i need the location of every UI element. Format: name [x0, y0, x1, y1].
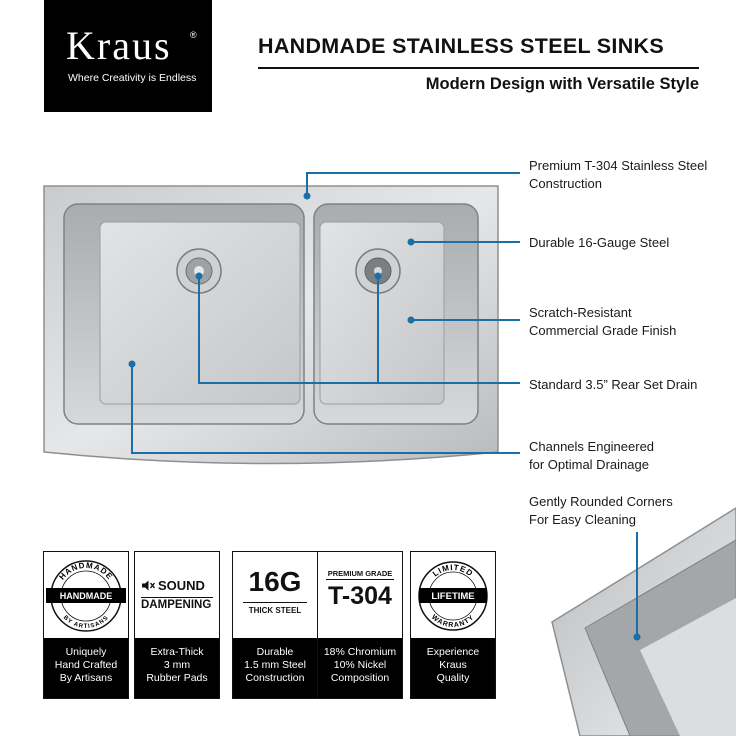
page-title: HANDMADE STAINLESS STEEL SINKS	[258, 34, 664, 58]
callout-dot	[304, 193, 311, 200]
badge-caption: Durable 1.5 mm Steel Construction	[233, 638, 317, 698]
callout-dot	[375, 273, 382, 280]
logo-tagline: Where Creativity is Endless	[68, 72, 197, 84]
gauge-label: THICK STEEL	[248, 606, 302, 615]
feature-finish: Scratch-Resistant Commercial Grade Finish	[529, 305, 677, 338]
seal-bottom-text: WARRANTY	[429, 613, 476, 630]
badge-handmade	[43, 551, 129, 699]
registered-mark: ®	[190, 30, 197, 40]
grade-divider	[326, 579, 394, 580]
badge-caption: 18% Chromium 10% Nickel Composition	[318, 638, 402, 698]
badge-caption: Uniquely Hand Crafted By Artisans	[44, 638, 128, 698]
feature-construction: Premium T-304 Stainless Steel Construction	[529, 158, 708, 191]
callout-dot	[129, 361, 136, 368]
callout-dot	[408, 239, 415, 246]
svg-text:WARRANTY	[430, 614, 476, 629]
feature-gauge: Durable 16-Gauge Steel	[529, 235, 670, 250]
callout-dot	[634, 634, 641, 641]
seal-bottom-text: BY ARTISANS	[61, 614, 111, 630]
warranty-seal	[411, 552, 495, 638]
page-subtitle: Modern Design with Versatile Style	[425, 75, 699, 93]
badge-gauge	[232, 551, 318, 699]
badge-caption: Extra-Thick 3 mm Rubber Pads	[135, 638, 219, 698]
handmade-seal	[44, 552, 128, 638]
sink-body	[44, 186, 498, 464]
seal-center-text: LIFETIME	[431, 591, 475, 602]
feature-channels: Channels Engineered for Optimal Drainage	[529, 439, 655, 472]
svg-text:BY ARTISANS	[62, 615, 110, 630]
sound-heading: SOUND	[142, 578, 205, 593]
badge-warranty	[410, 551, 496, 699]
grade-label: PREMIUM GRADE	[327, 569, 393, 578]
gauge-value: 16G	[248, 566, 302, 597]
feature-corners: Gently Rounded Corners For Easy Cleaning	[529, 494, 673, 527]
grade-value: T-304	[328, 582, 392, 610]
seal-top-text: HANDMADE	[57, 560, 115, 582]
seal-top-text: LIMITED	[430, 562, 475, 579]
callout-dot	[196, 273, 203, 280]
corner-closeup	[552, 508, 736, 736]
seal-center-text: HANDMADE	[59, 591, 113, 601]
callout-dot	[408, 317, 415, 324]
sound-subheading: DAMPENING	[141, 599, 212, 611]
speaker-muted-icon	[142, 580, 155, 591]
badge-grade	[317, 551, 403, 699]
logo-wordmark: Kraus	[66, 23, 172, 68]
badge-sound	[134, 551, 220, 699]
gauge-divider	[243, 602, 307, 603]
sound-divider	[141, 597, 213, 598]
feature-drain: Standard 3.5” Rear Set Drain	[529, 377, 698, 392]
badge-caption: Experience Kraus Quality	[411, 638, 495, 698]
